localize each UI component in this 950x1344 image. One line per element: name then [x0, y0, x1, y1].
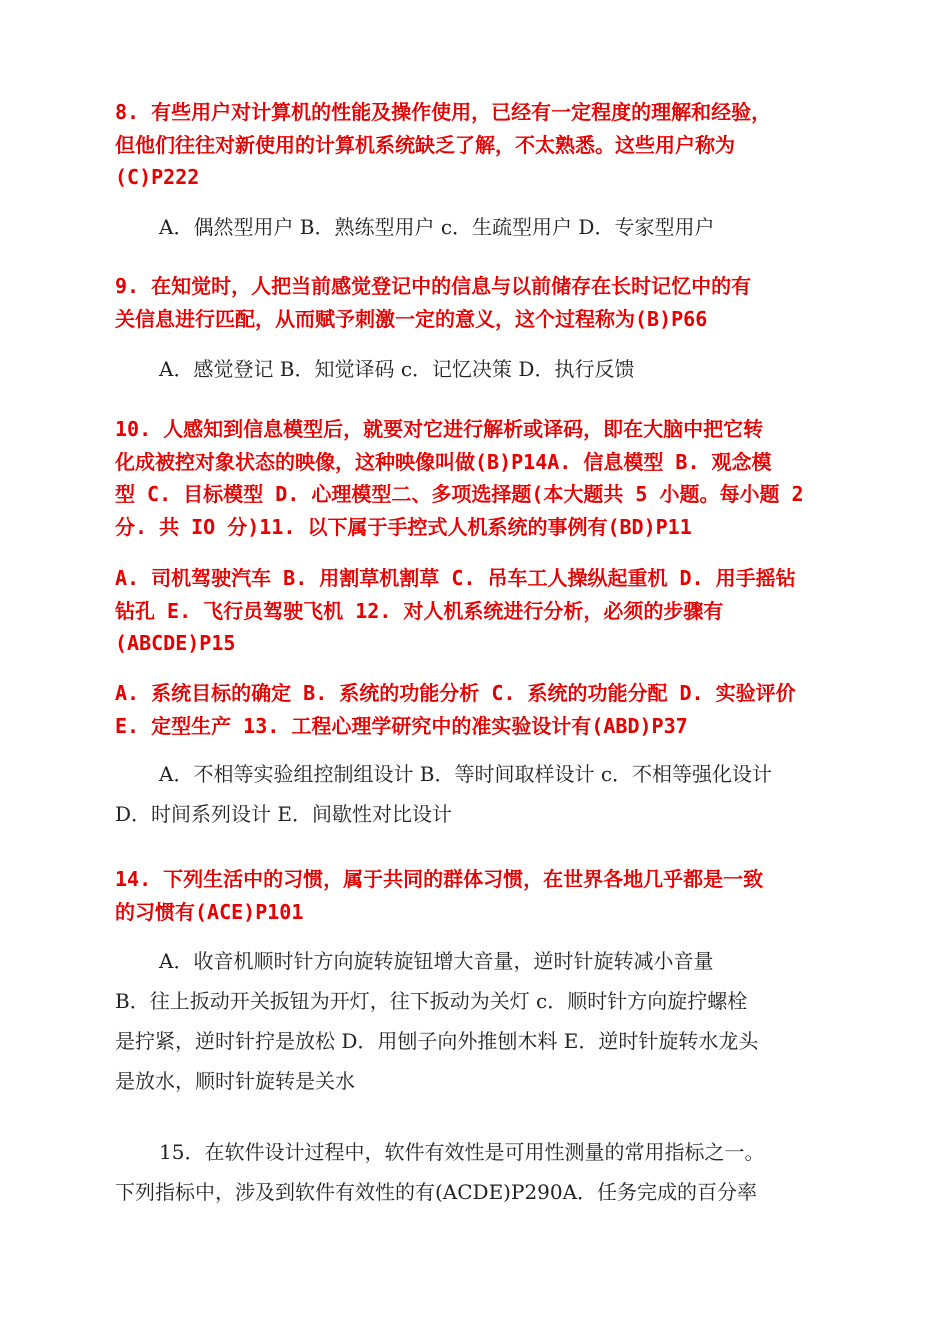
question-14-options-line-4: 是放水，顺时针旋转是关水	[115, 1069, 355, 1093]
question-14-options-line-1: A．收音机顺时针方向旋转旋钮增大音量，逆时针旋转减小音量	[159, 949, 714, 973]
question-8-line-1: 8. 有些用户对计算机的性能及操作使用，已经有一定程度的理解和经验，	[115, 100, 772, 124]
question-10-line-4: 分. 共 IO 分)11. 以下属于手控式人机系统的事例有(BD)P11	[115, 514, 692, 539]
question-9-options-line-1: A．感觉登记 B．知觉译码 c．记忆决策 D．执行反馈	[159, 357, 635, 381]
question-9-options	[115, 349, 835, 389]
question-11-12	[115, 562, 835, 660]
question-8-line-2: 但他们往往对新使用的计算机系统缺乏了解，不太熟悉。这些用户称为	[115, 132, 735, 157]
question-9-line-1: 9. 在知觉时，人把当前感觉登记中的信息与以前储存在长时记忆中的有	[115, 274, 752, 298]
question-8	[115, 96, 835, 194]
question-9	[115, 270, 835, 335]
question-13-options-line-1: A．不相等实验组控制组设计 B．等时间取样设计 c．不相等强化设计	[159, 762, 773, 786]
question-8-options-line-1: A．偶然型用户 B．熟练型用户 c．生疏型用户 D．专家型用户	[159, 215, 715, 239]
question-13-options-line-2: D．时间系列设计 E．间歇性对比设计	[115, 802, 452, 826]
question-12-line-2: E. 定型生产 13. 工程心理学研究中的准实验设计有(ABD)P37	[115, 713, 688, 738]
question-8-options	[115, 207, 835, 247]
question-14-line-2: 的习惯有(ACE)P101	[115, 899, 304, 924]
question-15-line-2: 下列指标中，涉及到软件有效性的有(ACDE)P290A．任务完成的百分率	[115, 1180, 758, 1204]
question-9-line-2: 关信息进行匹配，从而赋予刺激一定的意义，这个过程称为(B)P66	[115, 306, 708, 331]
question-15-line-1: 15．在软件设计过程中，软件有效性是可用性测量的常用指标之一。	[159, 1140, 765, 1164]
question-14	[115, 863, 835, 928]
question-12-line-1: A. 系统目标的确定 B. 系统的功能分析 C. 系统的功能分配 D. 实验评价	[115, 681, 796, 705]
question-15	[115, 1132, 835, 1212]
question-12-13	[115, 677, 835, 742]
question-10-line-1: 10. 人感知到信息模型后，就要对它进行解析或译码，即在大脑中把它转	[115, 417, 764, 441]
question-10-line-2: 化成被控对象状态的映像，这种映像叫做(B)P14A. 信息模型 B. 观念模	[115, 449, 772, 474]
question-11-line-2: 钻孔 E. 飞行员驾驶飞机 12. 对人机系统进行分析，必须的步骤有	[115, 598, 724, 623]
question-14-options-line-2: B．往上扳动开关扳钮为开灯，往下扳动为关灯 c．顺时针方向旋拧螺栓	[115, 989, 748, 1013]
question-10-11	[115, 413, 835, 543]
question-14-line-1: 14. 下列生活中的习惯，属于共同的群体习惯，在世界各地几乎都是一致	[115, 867, 764, 891]
question-11-line-1: A. 司机驾驶汽车 B. 用割草机割草 C. 吊车工人操纵起重机 D. 用手摇钻	[115, 566, 796, 590]
question-13-options	[115, 754, 835, 834]
question-11-line-3: (ABCDE)P15	[115, 631, 236, 655]
question-8-line-3: (C)P222	[115, 165, 200, 189]
question-10-line-3: 型 C. 目标模型 D. 心理模型二、多项选择题(本大题共 5 小题。每小题 2	[115, 482, 804, 506]
question-14-options-line-3: 是拧紧，逆时针拧是放松 D．用刨子向外推刨木料 E．逆时针旋转水龙头	[115, 1029, 759, 1053]
question-14-options	[115, 941, 835, 1101]
